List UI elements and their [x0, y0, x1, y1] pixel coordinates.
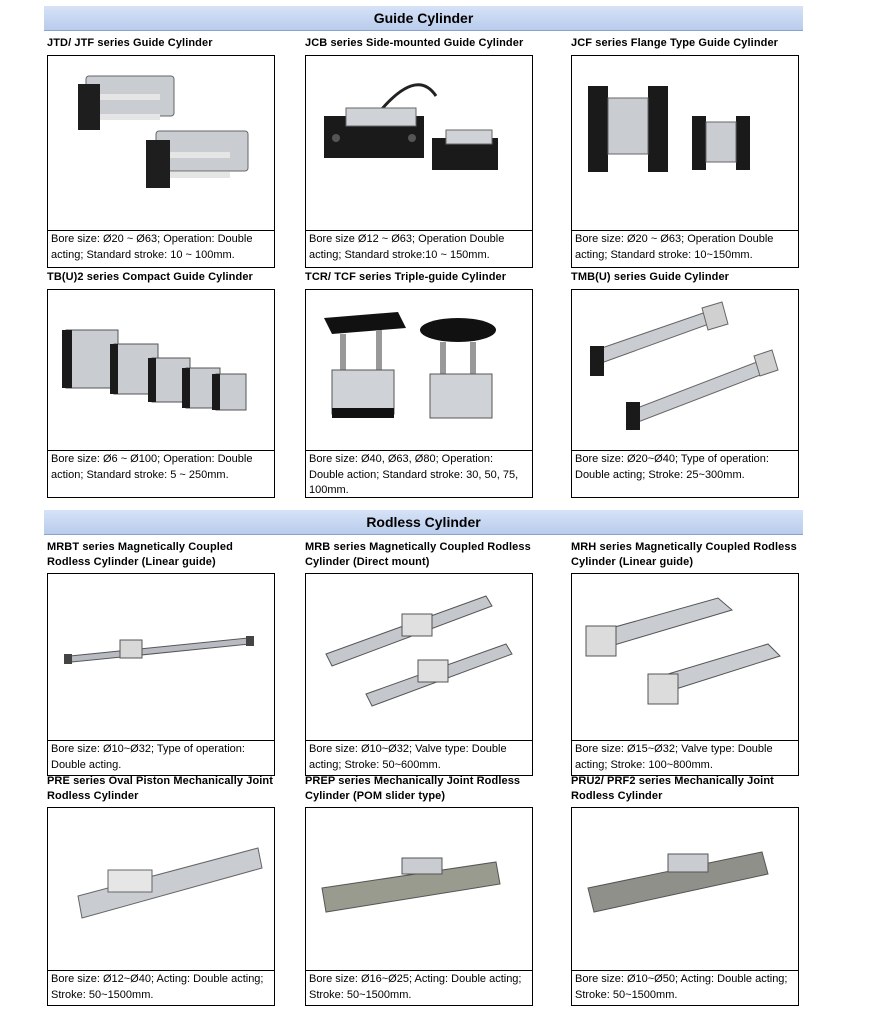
product-title: TMB(U) series Guide Cylinder: [571, 271, 730, 283]
product-card-jcf[interactable]: [571, 36, 801, 261]
product-title: JCB series Side-mounted Guide Cylinder: [305, 37, 524, 49]
product-title: MRH series Magnetically Coupled Rodless Cylinder (Linear guide): [571, 541, 797, 568]
product-card-pre[interactable]: [47, 774, 277, 1001]
product-box: [47, 573, 275, 776]
product-title: MRB series Magnetically Coupled Rodless Cylinder (Direct mount): [305, 541, 531, 568]
product-box: [305, 573, 533, 776]
product-image: [306, 808, 532, 971]
product-description: Bore size: Ø20~Ø40; Type of operation: Double acting; Stroke: 25~300mm.: [575, 453, 769, 481]
product-description: Bore size: Ø10~Ø50; Acting: Double acting; Stroke: 50~1500mm.: [575, 973, 788, 1001]
product-card-mrbt[interactable]: [47, 540, 277, 771]
product-description: Bore size: Ø15~Ø32; Valve type: Double acting; Stroke: 100~800mm.: [575, 743, 773, 771]
product-card-mrb[interactable]: [305, 540, 535, 771]
product-image: [48, 290, 274, 451]
product-box: [47, 289, 275, 498]
product-title: PRE series Oval Piston Mechanically Joint Rodless Cylinder: [47, 775, 274, 802]
product-image: [306, 56, 532, 231]
product-box: [305, 289, 533, 498]
product-image: [306, 574, 532, 741]
product-box: [305, 55, 533, 268]
product-card-tcr-tcf[interactable]: [305, 270, 535, 496]
section-header-guide-cylinder: [44, 6, 803, 31]
product-card-tmbu[interactable]: [571, 270, 801, 481]
product-card-mrh[interactable]: [571, 540, 801, 771]
product-card-tbu2[interactable]: [47, 270, 277, 481]
product-image: [48, 56, 274, 231]
product-box: [47, 55, 275, 268]
product-image: [572, 574, 798, 741]
product-description: Bore size: Ø10~Ø32; Type of operation: Double acting.: [51, 743, 245, 771]
product-title: JTD/ JTF series Guide Cylinder: [47, 37, 213, 49]
section-title: Rodless Cylinder: [366, 514, 481, 530]
product-title: MRBT series Magnetically Coupled Rodless Cylinder (Linear guide): [47, 541, 233, 568]
product-box: [571, 55, 799, 268]
section-header-rodless-cylinder: [44, 510, 803, 535]
section-title: Guide Cylinder: [373, 10, 474, 26]
product-image: [48, 574, 274, 741]
product-box: [305, 807, 533, 1006]
product-card-pru2-prf2[interactable]: [571, 774, 801, 1001]
product-description: Bore size: Ø6 ~ Ø100; Operation: Double action; Standard stroke: 5 ~ 250mm.: [51, 453, 253, 481]
product-title: PREP series Mechanically Joint Rodless Cylinder (POM slider type): [305, 775, 521, 802]
product-image: [572, 290, 798, 451]
product-description: Bore size: Ø16~Ø25; Acting: Double acting; Stroke: 50~1500mm.: [309, 973, 522, 1001]
product-description: Bore size: Ø20 ~ Ø63; Operation: Double acting; Standard stroke: 10 ~ 100mm.: [51, 233, 253, 261]
product-image: [306, 290, 532, 451]
product-image: [572, 808, 798, 971]
product-box: [571, 289, 799, 498]
product-box: [571, 573, 799, 776]
product-card-jcb[interactable]: [305, 36, 535, 261]
product-title: TB(U)2 series Compact Guide Cylinder: [47, 271, 253, 283]
product-title: TCR/ TCF series Triple-guide Cylinder: [305, 271, 507, 283]
product-description: Bore size: Ø40, Ø63, Ø80; Operation: Double action; Standard stroke: 30, 50, 75, 100mm.: [309, 453, 519, 496]
product-description: Bore size: Ø12~Ø40; Acting: Double acting; Stroke: 50~1500mm.: [51, 973, 264, 1001]
product-box: [571, 807, 799, 1006]
product-description: Bore size: Ø20 ~ Ø63; Operation Double acting; Standard stroke: 10~150mm.: [575, 233, 774, 261]
product-description: Bore size Ø12 ~ Ø63; Operation Double acting; Standard stroke:10 ~ 150mm.: [309, 233, 505, 261]
product-description: Bore size: Ø10~Ø32; Valve type: Double acting; Stroke: 50~600mm.: [309, 743, 507, 771]
product-image: [572, 56, 798, 231]
product-card-prep[interactable]: [305, 774, 535, 1001]
product-card-jtd-jtf[interactable]: [47, 36, 277, 261]
product-image: [48, 808, 274, 971]
product-title: PRU2/ PRF2 series Mechanically Joint Rodless Cylinder: [571, 775, 774, 802]
product-box: [47, 807, 275, 1006]
product-title: JCF series Flange Type Guide Cylinder: [571, 37, 779, 49]
